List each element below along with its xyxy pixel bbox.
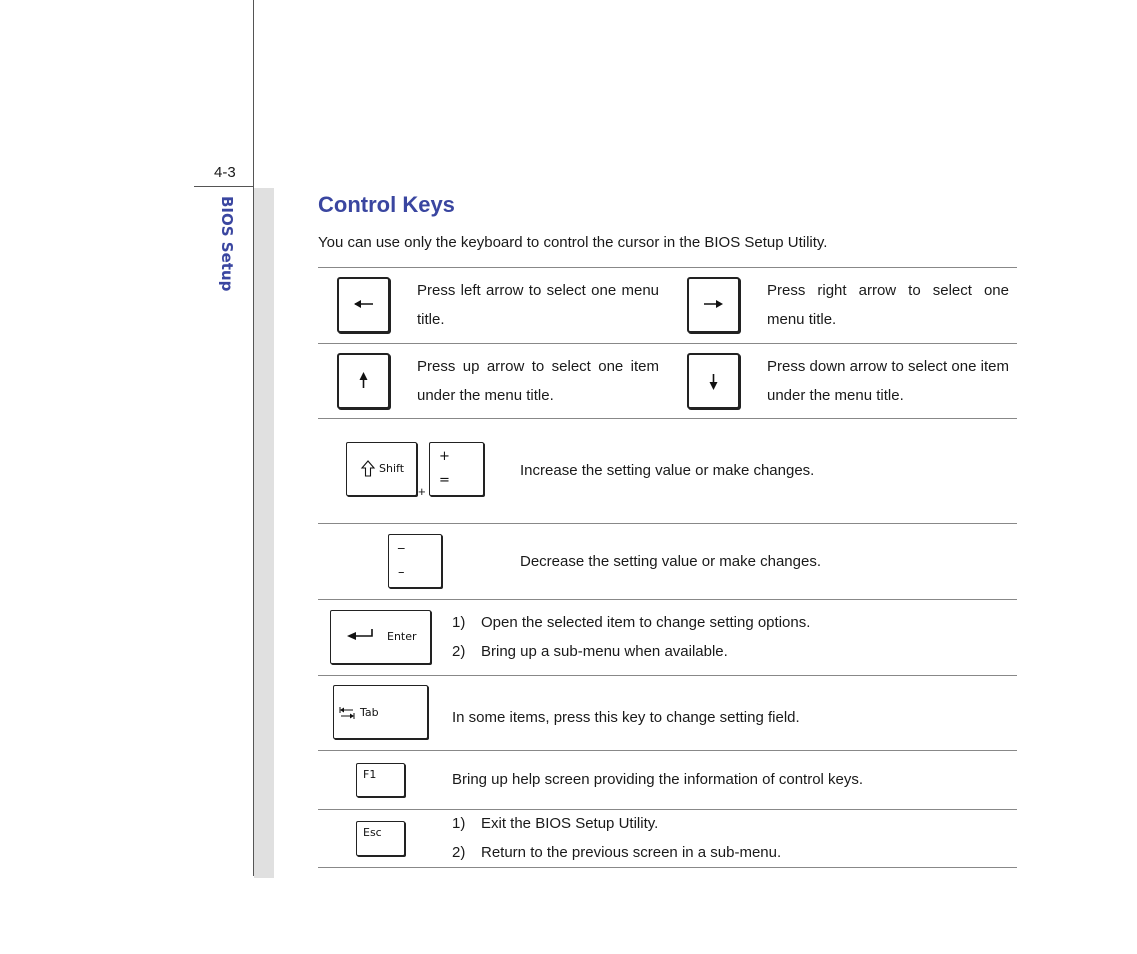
f1-key bbox=[356, 763, 405, 797]
table-rule bbox=[318, 750, 1017, 751]
list-item: 1) Exit the BIOS Setup Utility. bbox=[452, 815, 659, 832]
left-arrow-desc: Press left arrow to select one menu title. bbox=[417, 282, 659, 328]
left-arrow-icon bbox=[339, 279, 388, 331]
page-number: 4-3 bbox=[214, 164, 236, 181]
tab-key bbox=[333, 685, 428, 739]
esc-key-label: Esc bbox=[363, 826, 382, 839]
right-arrow-desc: Press right arrow to select one menu title. bbox=[767, 282, 1009, 328]
plus-desc: Increase the setting value or make changes. bbox=[520, 462, 815, 479]
list-item: 2) Return to the previous screen in a sub-menu. bbox=[452, 844, 782, 861]
f1-key-label: F1 bbox=[363, 768, 377, 781]
down-arrow-icon bbox=[689, 355, 738, 407]
table-rule bbox=[318, 418, 1017, 419]
enter-key-label: Enter bbox=[387, 630, 417, 643]
page-title: Control Keys bbox=[318, 192, 455, 217]
intro-text: You can use only the keyboard to control the cursor in the BIOS Setup Utility. bbox=[318, 234, 828, 251]
plus-equals-key bbox=[429, 442, 484, 496]
section-tab: BIOS Setup bbox=[218, 196, 236, 292]
table-rule bbox=[318, 343, 1017, 344]
table-rule bbox=[318, 675, 1017, 676]
sidebar-band bbox=[254, 188, 274, 878]
enter-desc-list bbox=[452, 608, 810, 666]
shift-key bbox=[346, 442, 417, 496]
shift-icon bbox=[347, 443, 377, 493]
table-rule bbox=[318, 523, 1017, 524]
esc-desc-list bbox=[452, 809, 781, 867]
left-arrow-key bbox=[337, 277, 390, 333]
list-item: 2) Bring up a sub-menu when available. bbox=[452, 643, 728, 660]
up-arrow-key bbox=[337, 353, 390, 409]
up-arrow-desc: Press up arrow to select one item under the menu title. bbox=[417, 358, 659, 404]
esc-key bbox=[356, 821, 405, 856]
down-arrow-desc: Press down arrow to select one item under the menu title. bbox=[767, 358, 1009, 404]
shift-key-label: Shift bbox=[379, 462, 405, 475]
table-rule bbox=[318, 267, 1017, 268]
tab-key-label: Tab bbox=[360, 706, 379, 719]
table-rule bbox=[318, 599, 1017, 600]
minus-key-bottom: – bbox=[398, 565, 405, 580]
tab-icon bbox=[334, 686, 360, 726]
f1-desc: Bring up help screen providing the information of control keys. bbox=[452, 771, 864, 788]
key-combo-plus: + bbox=[418, 484, 426, 499]
enter-key bbox=[330, 610, 431, 664]
equals-key-bottom: = bbox=[439, 473, 450, 488]
page-number-rule bbox=[194, 186, 254, 187]
table-rule bbox=[318, 867, 1017, 868]
plus-key-top: + bbox=[439, 449, 450, 464]
minus-key bbox=[388, 534, 442, 588]
enter-arrow-icon bbox=[331, 611, 381, 661]
tab-desc: In some items, press this key to change setting field. bbox=[452, 709, 800, 726]
minus-desc: Decrease the setting value or make changes. bbox=[520, 553, 822, 570]
right-arrow-key bbox=[687, 277, 740, 333]
list-item: 1) Open the selected item to change setting options. bbox=[452, 614, 811, 631]
up-arrow-icon bbox=[339, 355, 388, 407]
down-arrow-key bbox=[687, 353, 740, 409]
right-arrow-icon bbox=[689, 279, 738, 331]
underscore-key-top: _ bbox=[398, 535, 405, 550]
